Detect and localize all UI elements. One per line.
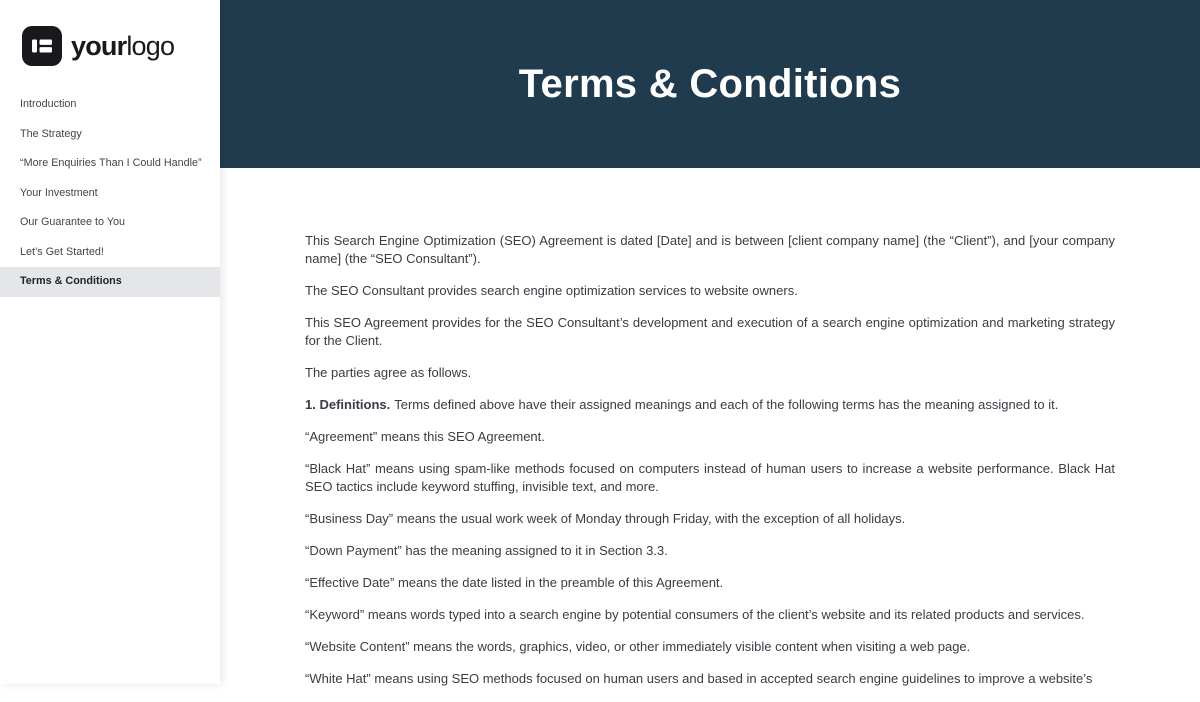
- sidebar-item-lets-get-started[interactable]: Let’s Get Started!: [20, 245, 104, 258]
- paragraph: [305, 638, 1115, 656]
- paragraph: [305, 314, 1115, 350]
- paragraph: [305, 606, 1115, 624]
- paragraph-text: “Website Content” means the words, graphics, video, or other immediately visible content when visiting a web page.: [305, 639, 971, 654]
- paragraph: [305, 542, 1115, 560]
- paragraph-text: Terms defined above have their assigned meanings and each of the following terms has the meaning assigned to it.: [394, 397, 1059, 412]
- logo-text-light: logo: [126, 30, 175, 61]
- paragraph: [305, 510, 1115, 528]
- sidebar-item-more-enquiries[interactable]: “More Enquiries Than I Could Handle”: [20, 157, 202, 169]
- paragraph: [305, 282, 1115, 300]
- sidebar-item-our-guarantee[interactable]: Our Guarantee to You: [20, 216, 126, 228]
- page-header: [220, 0, 1200, 168]
- document-body: [305, 168, 1115, 702]
- paragraph-text: The parties agree as follows.: [305, 365, 472, 380]
- paragraph-text: “Agreement” means this SEO Agreement.: [305, 429, 545, 444]
- logo-text-bold: your: [71, 30, 127, 61]
- page-title: Terms & Conditions: [518, 61, 902, 106]
- sidebar-item-the-strategy[interactable]: The Strategy: [20, 127, 82, 140]
- paragraph-definitions: [305, 396, 1115, 414]
- paragraph: [305, 232, 1115, 268]
- paragraph: [305, 364, 1115, 382]
- paragraph-text: “Down Payment” has the meaning assigned to it in Section 3.3.: [305, 543, 668, 558]
- logo: [0, 0, 220, 90]
- paragraph: [305, 574, 1115, 592]
- paragraph: [305, 670, 1115, 688]
- paragraph-text: The SEO Consultant provides search engine optimization services to website owners.: [305, 283, 798, 298]
- paragraph-text: This Search Engine Optimization (SEO) Agreement is dated [Date] and is between [client company name] (the “Client”), and [your company name] (the “SEO Consultant”).: [305, 233, 1115, 266]
- paragraph-text: “Black Hat” means using spam-like methods focused on computers instead of human users to increase a website performance. Black Hat SEO tactics include keyword stuffing, invisible text, and more.: [305, 461, 1115, 494]
- paragraph-text: “White Hat” means using SEO methods focused on human users and based in accepted search engine guidelines to improve a website’s: [305, 671, 1093, 686]
- paragraph: [305, 428, 1115, 446]
- sidebar-item-introduction[interactable]: Introduction: [20, 98, 77, 110]
- sidebar-nav: [0, 90, 220, 297]
- paragraph-text: “Effective Date” means the date listed in the preamble of this Agreement.: [305, 575, 724, 590]
- layout-list-icon: [22, 26, 62, 66]
- logo-text: [71, 30, 175, 61]
- sidebar-item-terms-conditions[interactable]: Terms & Conditions: [0, 267, 220, 297]
- main-content: [220, 0, 1200, 684]
- paragraph-text: This SEO Agreement provides for the SEO Consultant’s development and execution of a search engine optimization and marketing strategy for the Client.: [305, 315, 1115, 348]
- paragraph-lead: 1. Definitions.: [305, 397, 391, 412]
- paragraph: [305, 460, 1115, 496]
- sidebar-item-your-investment[interactable]: Your Investment: [20, 186, 98, 199]
- paragraph-text: “Business Day” means the usual work week of Monday through Friday, with the exception of all holidays.: [305, 511, 906, 526]
- sidebar: [0, 0, 220, 684]
- paragraph-text: “Keyword” means words typed into a search engine by potential consumers of the client’s website and its related products and services.: [305, 607, 1085, 622]
